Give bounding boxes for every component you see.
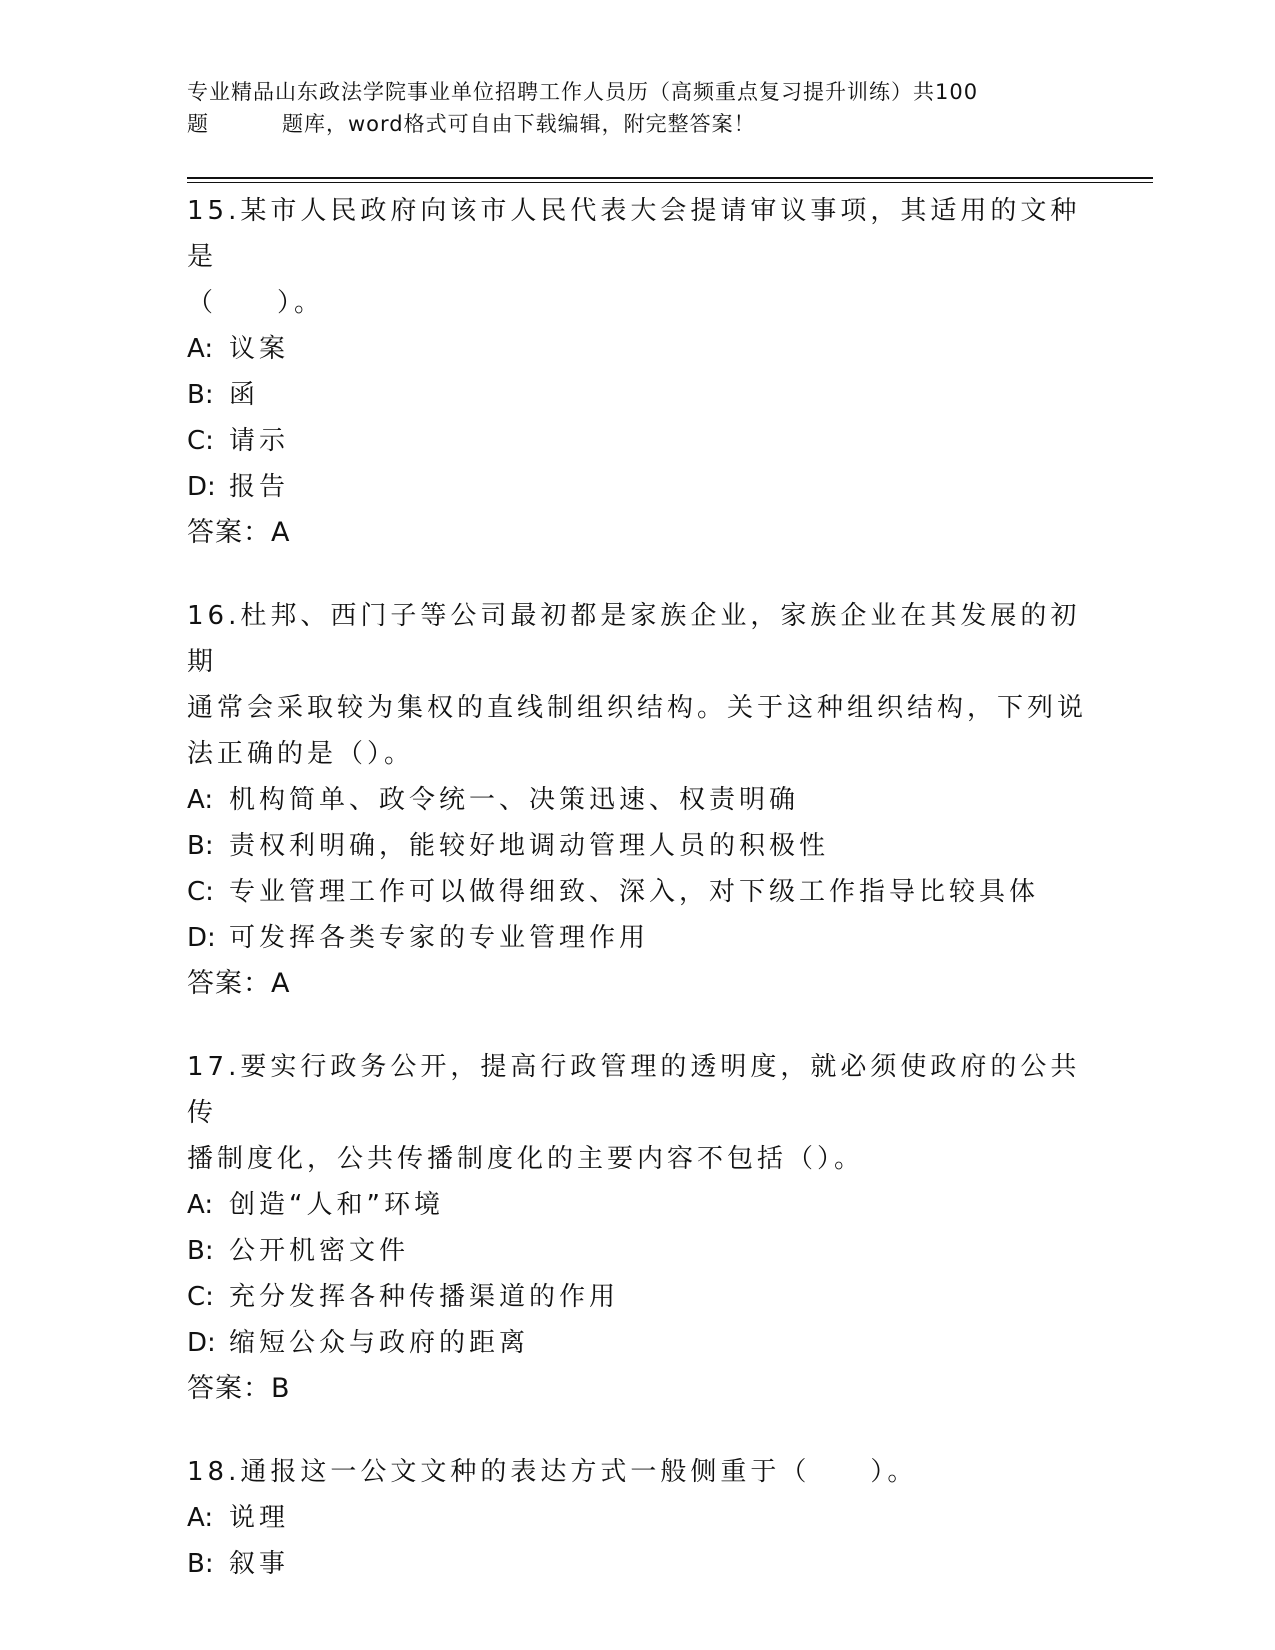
option-c	[187, 1274, 1087, 1320]
option-text: 请示	[229, 426, 290, 456]
option-text: 责权利明确，能较好地调动管理人员的积极性	[229, 831, 830, 861]
question-stem-line: （ ）。	[187, 288, 325, 318]
question-stem-line: 法正确的是（）。	[187, 739, 415, 769]
option-c	[187, 869, 1087, 915]
question-stem-line: 17.要实行政务公开，提高行政管理的透明度，就必须使政府的公共传	[187, 1052, 1081, 1128]
option-letter: D:	[187, 923, 216, 953]
answer-line: 答案：A	[187, 968, 291, 999]
question-stem-line: 播制度化，公共传播制度化的主要内容不包括（）。	[187, 1144, 865, 1174]
question-stem-line: 15.某市人民政府向该市人民代表大会提请审议事项，其适用的文种是	[187, 196, 1081, 272]
header-title-line-2-rest: 题库，word格式可自由下载编辑，附完整答案！	[282, 112, 756, 136]
option-text: 机构简单、政令统一、决策迅速、权责明确	[229, 785, 800, 815]
header-divider-thin	[187, 182, 1153, 183]
option-d	[187, 1320, 1087, 1366]
option-a	[187, 777, 1087, 823]
option-letter: A:	[187, 1190, 214, 1220]
option-letter: C:	[187, 426, 214, 456]
option-text: 说理	[229, 1503, 290, 1533]
option-text: 缩短公众与政府的距离	[229, 1328, 530, 1358]
option-a	[187, 1182, 1087, 1228]
option-d	[187, 464, 1087, 510]
option-text: 公开机密文件	[229, 1236, 410, 1266]
option-b	[187, 823, 1087, 869]
option-d	[187, 915, 1087, 961]
option-text: 创造“人和”环境	[229, 1190, 444, 1220]
question-item	[187, 1449, 1087, 1587]
answer-line: 答案：A	[187, 517, 291, 548]
option-letter: B:	[187, 831, 214, 861]
option-b	[187, 372, 1087, 418]
header-title-line-2-start: 题	[187, 112, 209, 136]
question-list	[187, 188, 1087, 1624]
header-divider-thick	[187, 177, 1153, 179]
option-c	[187, 418, 1087, 464]
option-text: 充分发挥各种传播渠道的作用	[229, 1282, 620, 1312]
page-header	[187, 76, 1087, 140]
option-b	[187, 1541, 1087, 1587]
question-stem-line: 通常会采取较为集权的直线制组织结构。关于这种组织结构，下列说	[187, 693, 1088, 723]
option-letter: A:	[187, 334, 214, 364]
option-letter: D:	[187, 1328, 216, 1358]
option-letter: C:	[187, 877, 214, 907]
option-text: 函	[229, 380, 260, 410]
question-stem-line: 18.通报这一公文文种的表达方式一般侧重于（ ）。	[187, 1457, 918, 1487]
option-letter: B:	[187, 1236, 214, 1266]
option-b	[187, 1228, 1087, 1274]
option-letter: B:	[187, 380, 214, 410]
header-title-line-1: 专业精品山东政法学院事业单位招聘工作人员历（高频重点复习提升训练）共100	[187, 80, 979, 104]
question-item	[187, 1044, 1087, 1412]
option-text: 报告	[229, 472, 290, 502]
option-letter: C:	[187, 1282, 214, 1312]
option-text: 专业管理工作可以做得细致、深入，对下级工作指导比较具体	[229, 877, 1040, 907]
question-item	[187, 188, 1087, 556]
header-title-line-2	[187, 108, 1087, 140]
option-a	[187, 326, 1087, 372]
option-letter: D:	[187, 472, 216, 502]
option-letter: B:	[187, 1549, 214, 1579]
question-stem-line: 16.杜邦、西门子等公司最初都是家族企业，家族企业在其发展的初期	[187, 601, 1081, 677]
answer-line: 答案：B	[187, 1373, 291, 1404]
question-item	[187, 593, 1087, 1007]
option-letter: A:	[187, 785, 214, 815]
option-text: 议案	[229, 334, 290, 364]
option-text: 叙事	[229, 1549, 290, 1579]
option-a	[187, 1495, 1087, 1541]
option-letter: A:	[187, 1503, 214, 1533]
option-text: 可发挥各类专家的专业管理作用	[229, 923, 650, 953]
